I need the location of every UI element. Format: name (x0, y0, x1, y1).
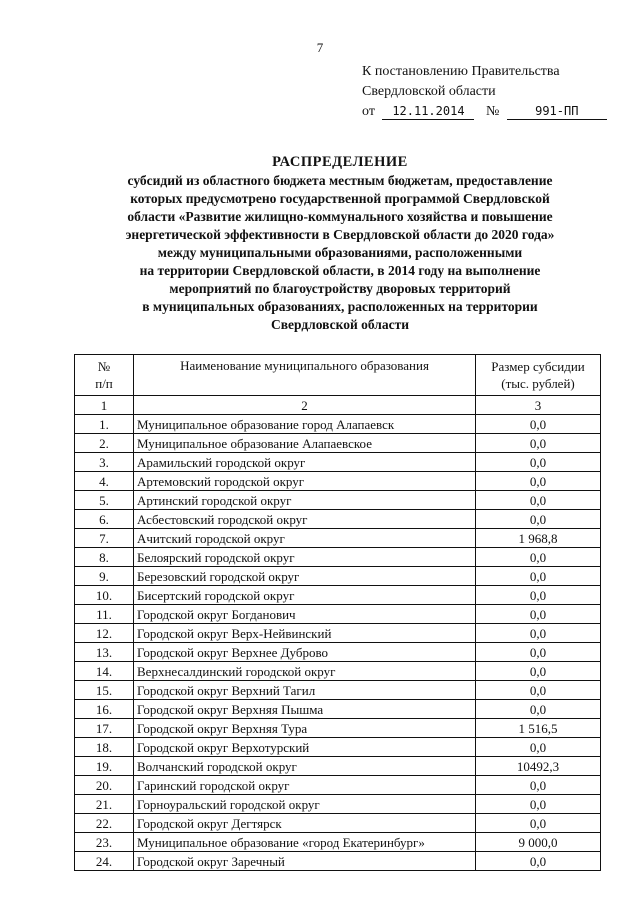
table-row (75, 719, 601, 738)
table-row (75, 681, 601, 700)
subtitle-line: которых предусмотрено государственной программой Свердловской (130, 191, 550, 206)
date-prefix: от (362, 104, 375, 119)
column-index-row (75, 396, 601, 415)
row-name: Городской округ Верхняя Пышма (134, 700, 476, 719)
table-row (75, 605, 601, 624)
row-number: 18. (75, 738, 134, 757)
row-name: Горноуральский городской округ (134, 795, 476, 814)
row-name: Городской округ Дегтярск (134, 814, 476, 833)
approval-line-2: Свердловской области (362, 84, 496, 99)
row-name: Артемовский городской округ (134, 472, 476, 491)
row-number: 9. (75, 567, 134, 586)
row-number: 11. (75, 605, 134, 624)
row-amount: 0,0 (476, 776, 601, 795)
row-number: 14. (75, 662, 134, 681)
table-row (75, 548, 601, 567)
row-amount: 0,0 (476, 700, 601, 719)
subtitle-line: на территории Свердловской области, в 2014 году на выполнение (139, 263, 541, 278)
table-row (75, 586, 601, 605)
table-header-row (75, 355, 601, 396)
row-name: Бисертский городской округ (134, 586, 476, 605)
row-amount: 0,0 (476, 852, 601, 871)
row-number: 20. (75, 776, 134, 795)
row-name: Городской округ Заречный (134, 852, 476, 871)
row-amount: 0,0 (476, 681, 601, 700)
header-num-line2: п/п (95, 376, 113, 391)
row-name: Арамильский городской округ (134, 453, 476, 472)
table-row (75, 624, 601, 643)
approval-date: 12.11.2014 (382, 103, 474, 120)
table-row (75, 491, 601, 510)
number-label: № (485, 104, 500, 119)
row-amount: 0,0 (476, 510, 601, 529)
row-name: Городской округ Богданович (134, 605, 476, 624)
row-name: Муниципальное образование город Алапаевск (134, 415, 476, 434)
subtitle-line: мероприятий по благоустройству дворовых территорий (169, 281, 511, 296)
row-number: 16. (75, 700, 134, 719)
table-row (75, 529, 601, 548)
table-row (75, 453, 601, 472)
approval-block (362, 62, 607, 122)
table-row (75, 643, 601, 662)
row-name: Городской округ Верхотурский (134, 738, 476, 757)
table-row (75, 415, 601, 434)
subtitle-line: области «Развитие жилищно-коммунального хозяйства и повышение (127, 209, 553, 224)
row-amount: 9 000,0 (476, 833, 601, 852)
row-name: Городской округ Верхнее Дуброво (134, 643, 476, 662)
approval-number: 991-ПП (507, 103, 607, 120)
table-row (75, 757, 601, 776)
table-row (75, 567, 601, 586)
row-number: 23. (75, 833, 134, 852)
approval-date-line (362, 102, 607, 122)
title-block (80, 152, 600, 334)
row-amount: 0,0 (476, 491, 601, 510)
subtitle-line: субсидий из областного бюджета местным бюджетам, предоставление (127, 173, 553, 188)
row-amount: 0,0 (476, 415, 601, 434)
column-index: 2 (134, 396, 476, 415)
row-number: 13. (75, 643, 134, 662)
row-amount: 0,0 (476, 605, 601, 624)
table-row (75, 833, 601, 852)
table-row (75, 510, 601, 529)
header-num-line1: № (97, 359, 111, 374)
table-row (75, 814, 601, 833)
row-name: Городской округ Верх-Нейвинский (134, 624, 476, 643)
row-amount: 0,0 (476, 662, 601, 681)
row-number: 22. (75, 814, 134, 833)
table-row (75, 795, 601, 814)
row-number: 7. (75, 529, 134, 548)
row-amount: 0,0 (476, 814, 601, 833)
row-amount: 0,0 (476, 472, 601, 491)
table-row (75, 738, 601, 757)
row-number: 3. (75, 453, 134, 472)
row-amount: 1 516,5 (476, 719, 601, 738)
row-number: 12. (75, 624, 134, 643)
row-number: 15. (75, 681, 134, 700)
header-amount (476, 355, 601, 396)
row-number: 10. (75, 586, 134, 605)
header-num (75, 355, 134, 396)
row-amount: 10492,3 (476, 757, 601, 776)
subtitle-line: Свердловской области (270, 317, 410, 332)
row-amount: 0,0 (476, 586, 601, 605)
table-row (75, 776, 601, 795)
row-number: 5. (75, 491, 134, 510)
row-name: Муниципальное образование Алапаевское (134, 434, 476, 453)
row-name: Волчанский городской округ (134, 757, 476, 776)
row-name: Верхнесалдинский городской округ (134, 662, 476, 681)
row-number: 1. (75, 415, 134, 434)
row-name: Ачитский городской округ (134, 529, 476, 548)
row-number: 2. (75, 434, 134, 453)
row-name: Березовский городской округ (134, 567, 476, 586)
row-number: 19. (75, 757, 134, 776)
row-name: Белоярский городской округ (134, 548, 476, 567)
subtitle-line: энергетической эффективности в Свердловской области до 2020 года» (125, 227, 555, 242)
row-number: 8. (75, 548, 134, 567)
row-number: 24. (75, 852, 134, 871)
row-name: Асбестовский городской округ (134, 510, 476, 529)
row-name: Городской округ Верхняя Тура (134, 719, 476, 738)
row-amount: 0,0 (476, 548, 601, 567)
row-name: Муниципальное образование «город Екатеринбург» (134, 833, 476, 852)
column-index: 1 (75, 396, 134, 415)
header-amount-line1: Размер субсидии (491, 359, 585, 374)
table-row (75, 434, 601, 453)
header-name: Наименование муниципального образования (134, 355, 476, 396)
table-row (75, 852, 601, 871)
header-amount-line2: (тыс. рублей) (501, 376, 575, 391)
page-number: 7 (316, 40, 324, 55)
row-amount: 1 968,8 (476, 529, 601, 548)
row-name: Гаринский городской округ (134, 776, 476, 795)
row-amount: 0,0 (476, 434, 601, 453)
table-row (75, 700, 601, 719)
row-number: 17. (75, 719, 134, 738)
row-number: 4. (75, 472, 134, 491)
row-amount: 0,0 (476, 643, 601, 662)
row-amount: 0,0 (476, 567, 601, 586)
row-name: Артинский городской округ (134, 491, 476, 510)
row-number: 6. (75, 510, 134, 529)
row-number: 21. (75, 795, 134, 814)
row-amount: 0,0 (476, 624, 601, 643)
document-subtitle (80, 172, 600, 334)
subtitle-line: между муниципальными образованиями, расположенными (157, 245, 523, 260)
subtitle-line: в муниципальных образованиях, расположенных на территории (142, 299, 538, 314)
row-amount: 0,0 (476, 453, 601, 472)
table-row (75, 662, 601, 681)
subsidy-table (74, 354, 601, 871)
row-amount: 0,0 (476, 738, 601, 757)
column-index: 3 (476, 396, 601, 415)
table-row (75, 472, 601, 491)
approval-line-1: К постановлению Правительства (362, 64, 560, 79)
row-name: Городской округ Верхний Тагил (134, 681, 476, 700)
document-title: РАСПРЕДЕЛЕНИЕ (272, 154, 408, 170)
row-amount: 0,0 (476, 795, 601, 814)
